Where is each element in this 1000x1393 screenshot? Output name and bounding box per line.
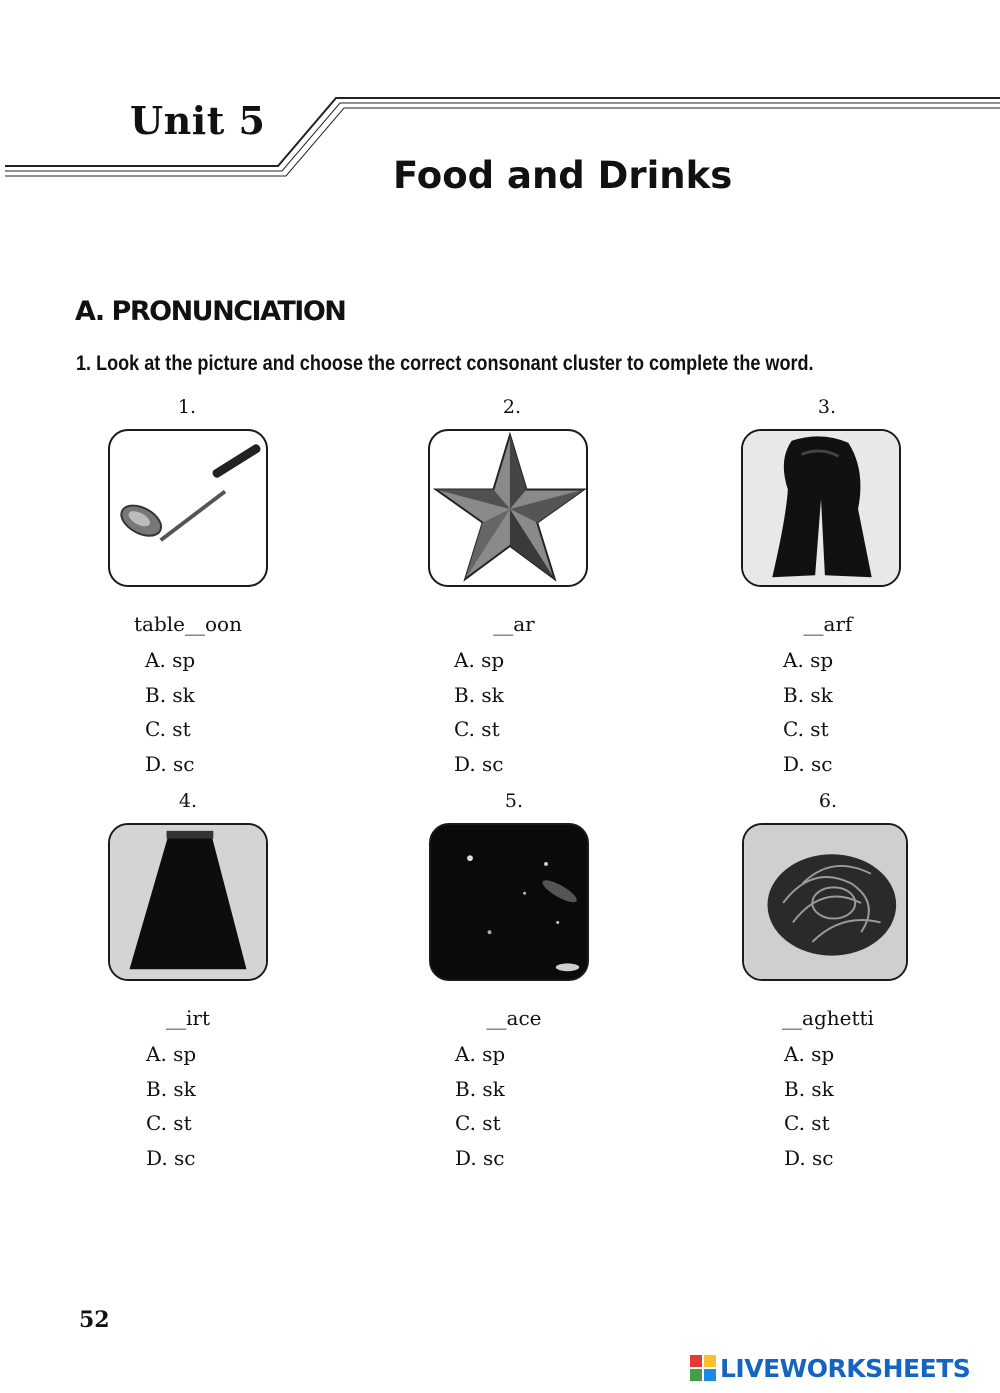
item-number: 1. [177,396,197,418]
item-word: __arf [803,612,853,636]
option-d[interactable]: D. sc [783,751,833,776]
item-number: 6. [818,790,838,812]
option-c[interactable]: C. st [454,717,500,741]
option-c[interactable]: C. st [455,1111,501,1135]
item-word: __ace [486,1006,542,1030]
item-picture [428,429,588,587]
option-c[interactable]: C. st [145,717,191,741]
option-a[interactable]: A. sp [783,648,834,672]
option-d[interactable]: D. sc [145,751,195,776]
item-picture [429,823,589,981]
ladle-icon [110,431,266,585]
skirt-icon [110,825,266,979]
option-d[interactable]: D. sc [454,751,504,776]
option-a[interactable]: A. sp [454,648,505,672]
item-number: 5. [504,790,524,812]
option-c[interactable]: C. st [784,1111,830,1135]
option-d[interactable]: D. sc [455,1145,505,1170]
option-b[interactable]: B. sk [146,1076,196,1101]
liveworksheets-logo-icon [690,1355,716,1381]
watermark-text: LIVEWORKSHEETS [720,1353,971,1383]
exercise-instruction: 1. Look at the picture and choose the correct consonant cluster to complete the word. [76,352,814,375]
space-icon [431,825,587,979]
item-number: 4. [178,790,198,812]
option-b[interactable]: B. sk [455,1076,505,1101]
option-c[interactable]: C. st [146,1111,192,1135]
item-word: __aghetti [782,1006,874,1030]
option-list [455,1042,505,1180]
option-a[interactable]: A. sp [146,1042,197,1066]
unit-title: Unit 5 [130,98,266,143]
page-number: 52 [79,1307,110,1333]
item-word: __irt [166,1006,210,1030]
option-a[interactable]: A. sp [455,1042,506,1066]
option-list [784,1042,834,1180]
item-picture [108,429,268,587]
option-b[interactable]: B. sk [784,1076,834,1101]
option-b[interactable]: B. sk [145,682,195,707]
item-word: table__oon [134,612,242,636]
page-title: Food and Drinks [393,154,733,197]
option-d[interactable]: D. sc [146,1145,196,1170]
spaghetti-icon [744,825,906,979]
option-b[interactable]: B. sk [454,682,504,707]
option-list [454,648,504,786]
option-b[interactable]: B. sk [783,682,833,707]
option-list [783,648,833,786]
option-c[interactable]: C. st [783,717,829,741]
star-icon [430,431,586,585]
item-picture [741,429,901,587]
option-a[interactable]: A. sp [784,1042,835,1066]
item-picture [742,823,908,981]
item-picture [108,823,268,981]
scarf-icon [743,431,899,585]
item-number: 3. [817,396,837,418]
watermark [690,1352,970,1384]
option-a[interactable]: A. sp [145,648,196,672]
option-list [145,648,195,786]
item-word: __ar [493,612,535,636]
item-number: 2. [502,396,522,418]
option-d[interactable]: D. sc [784,1145,834,1170]
section-title: A. PRONUNCIATION [75,296,346,327]
option-list [146,1042,196,1180]
